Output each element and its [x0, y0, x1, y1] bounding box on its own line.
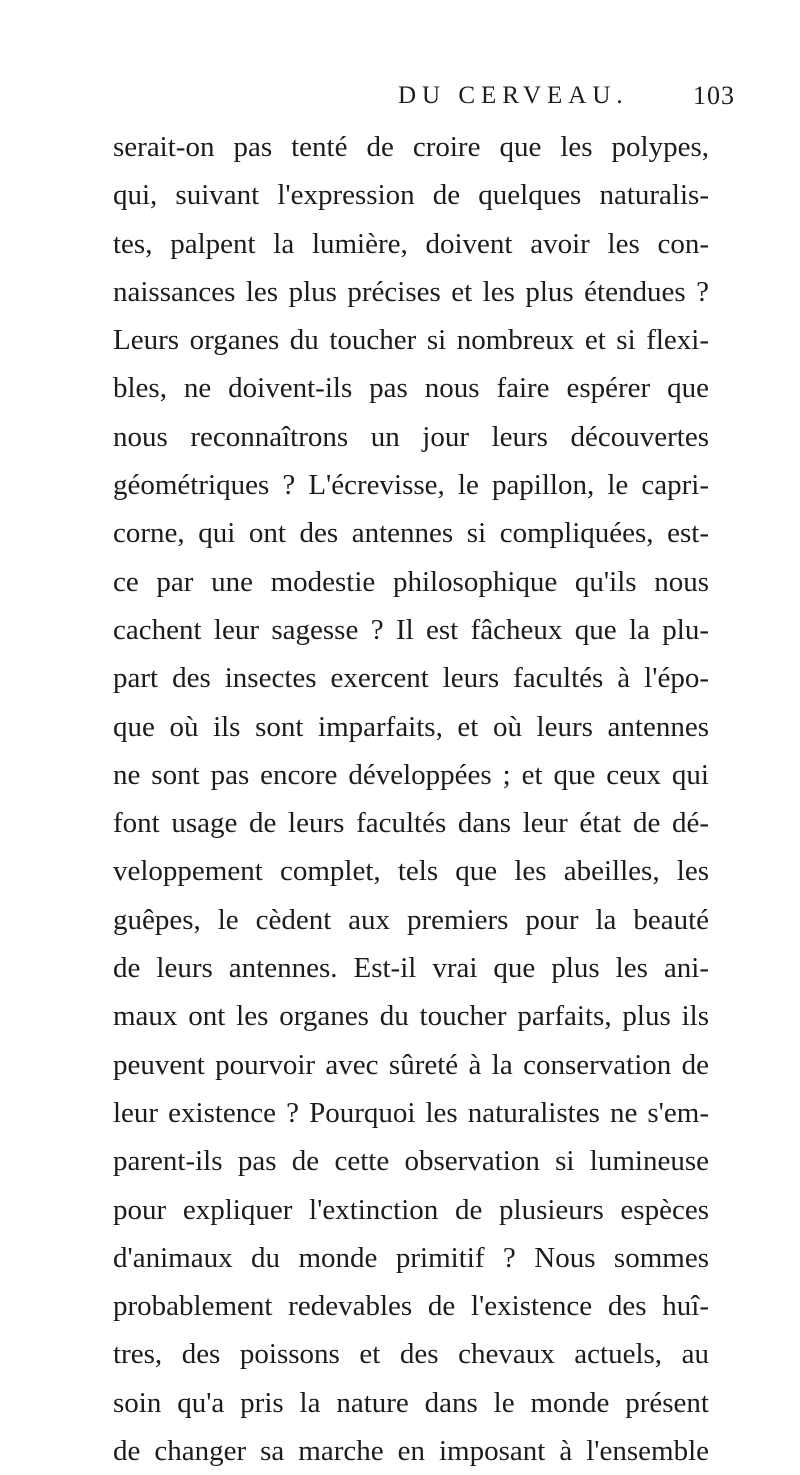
text-line: leur existence ? Pourquoi les naturalistes ne s'em-	[113, 1096, 709, 1129]
text-line: que où ils sont imparfaits, et où leurs antennes	[113, 710, 709, 743]
text-line: tres, des poissons et des chevaux actuels, au	[113, 1338, 709, 1371]
text-line: veloppement complet, tels que les abeilles, les	[113, 855, 709, 888]
text-line: peuvent pourvoir avec sûreté à la conservation de	[113, 1048, 709, 1081]
text-line: ce par une modestie philosophique qu'ils nous	[113, 565, 709, 598]
text-line: Leurs organes du toucher si nombreux et si flexi-	[113, 324, 709, 357]
page-number: 103	[693, 81, 735, 110]
text-line: corne, qui ont des antennes si compliquées, est-	[113, 517, 709, 550]
text-line: ne sont pas encore développées ; et que ceux qui	[113, 758, 709, 791]
text-line: bles, ne doivent-ils pas nous faire espérer que	[113, 372, 709, 405]
text-line: de changer sa marche en imposant à l'ensemble	[113, 1435, 709, 1468]
text-line: de leurs antennes. Est-il vrai que plus les ani-	[113, 952, 709, 985]
text-line: serait-on pas tenté de croire que les polypes,	[113, 131, 709, 163]
text-line: parent-ils pas de cette observation si lumineuse	[113, 1145, 709, 1178]
body-text	[113, 123, 709, 1475]
text-line: maux ont les organes du toucher parfaits, plus ils	[113, 1000, 709, 1033]
text-line: cachent leur sagesse ? Il est fâcheux que la plu-	[113, 613, 709, 646]
text-line: géométriques ? L'écrevisse, le papillon, le capri-	[113, 469, 709, 502]
text-line: d'animaux du monde primitif ? Nous sommes	[113, 1241, 709, 1274]
text-line: part des insectes exercent leurs facultés à l'épo-	[113, 662, 709, 695]
text-line: guêpes, le cèdent aux premiers pour la beauté	[113, 903, 709, 936]
text-line: soin qu'a pris la nature dans le monde présent	[113, 1386, 709, 1419]
text-line: probablement redevables de l'existence des huî-	[113, 1290, 709, 1323]
text-line: font usage de leurs facultés dans leur état de dé-	[113, 807, 709, 840]
text-line: pour expliquer l'extinction de plusieurs espèces	[113, 1193, 709, 1226]
running-title: DU CERVEAU.	[398, 82, 629, 109]
running-head	[0, 76, 800, 116]
text-line: qui, suivant l'expression de quelques naturalis-	[113, 179, 709, 212]
text-line: naissances les plus précises et les plus étendues ?	[113, 275, 709, 308]
text-line: tes, palpent la lumière, doivent avoir les con-	[113, 227, 709, 260]
text-line: nous reconnaîtrons un jour leurs découvertes	[113, 420, 709, 453]
